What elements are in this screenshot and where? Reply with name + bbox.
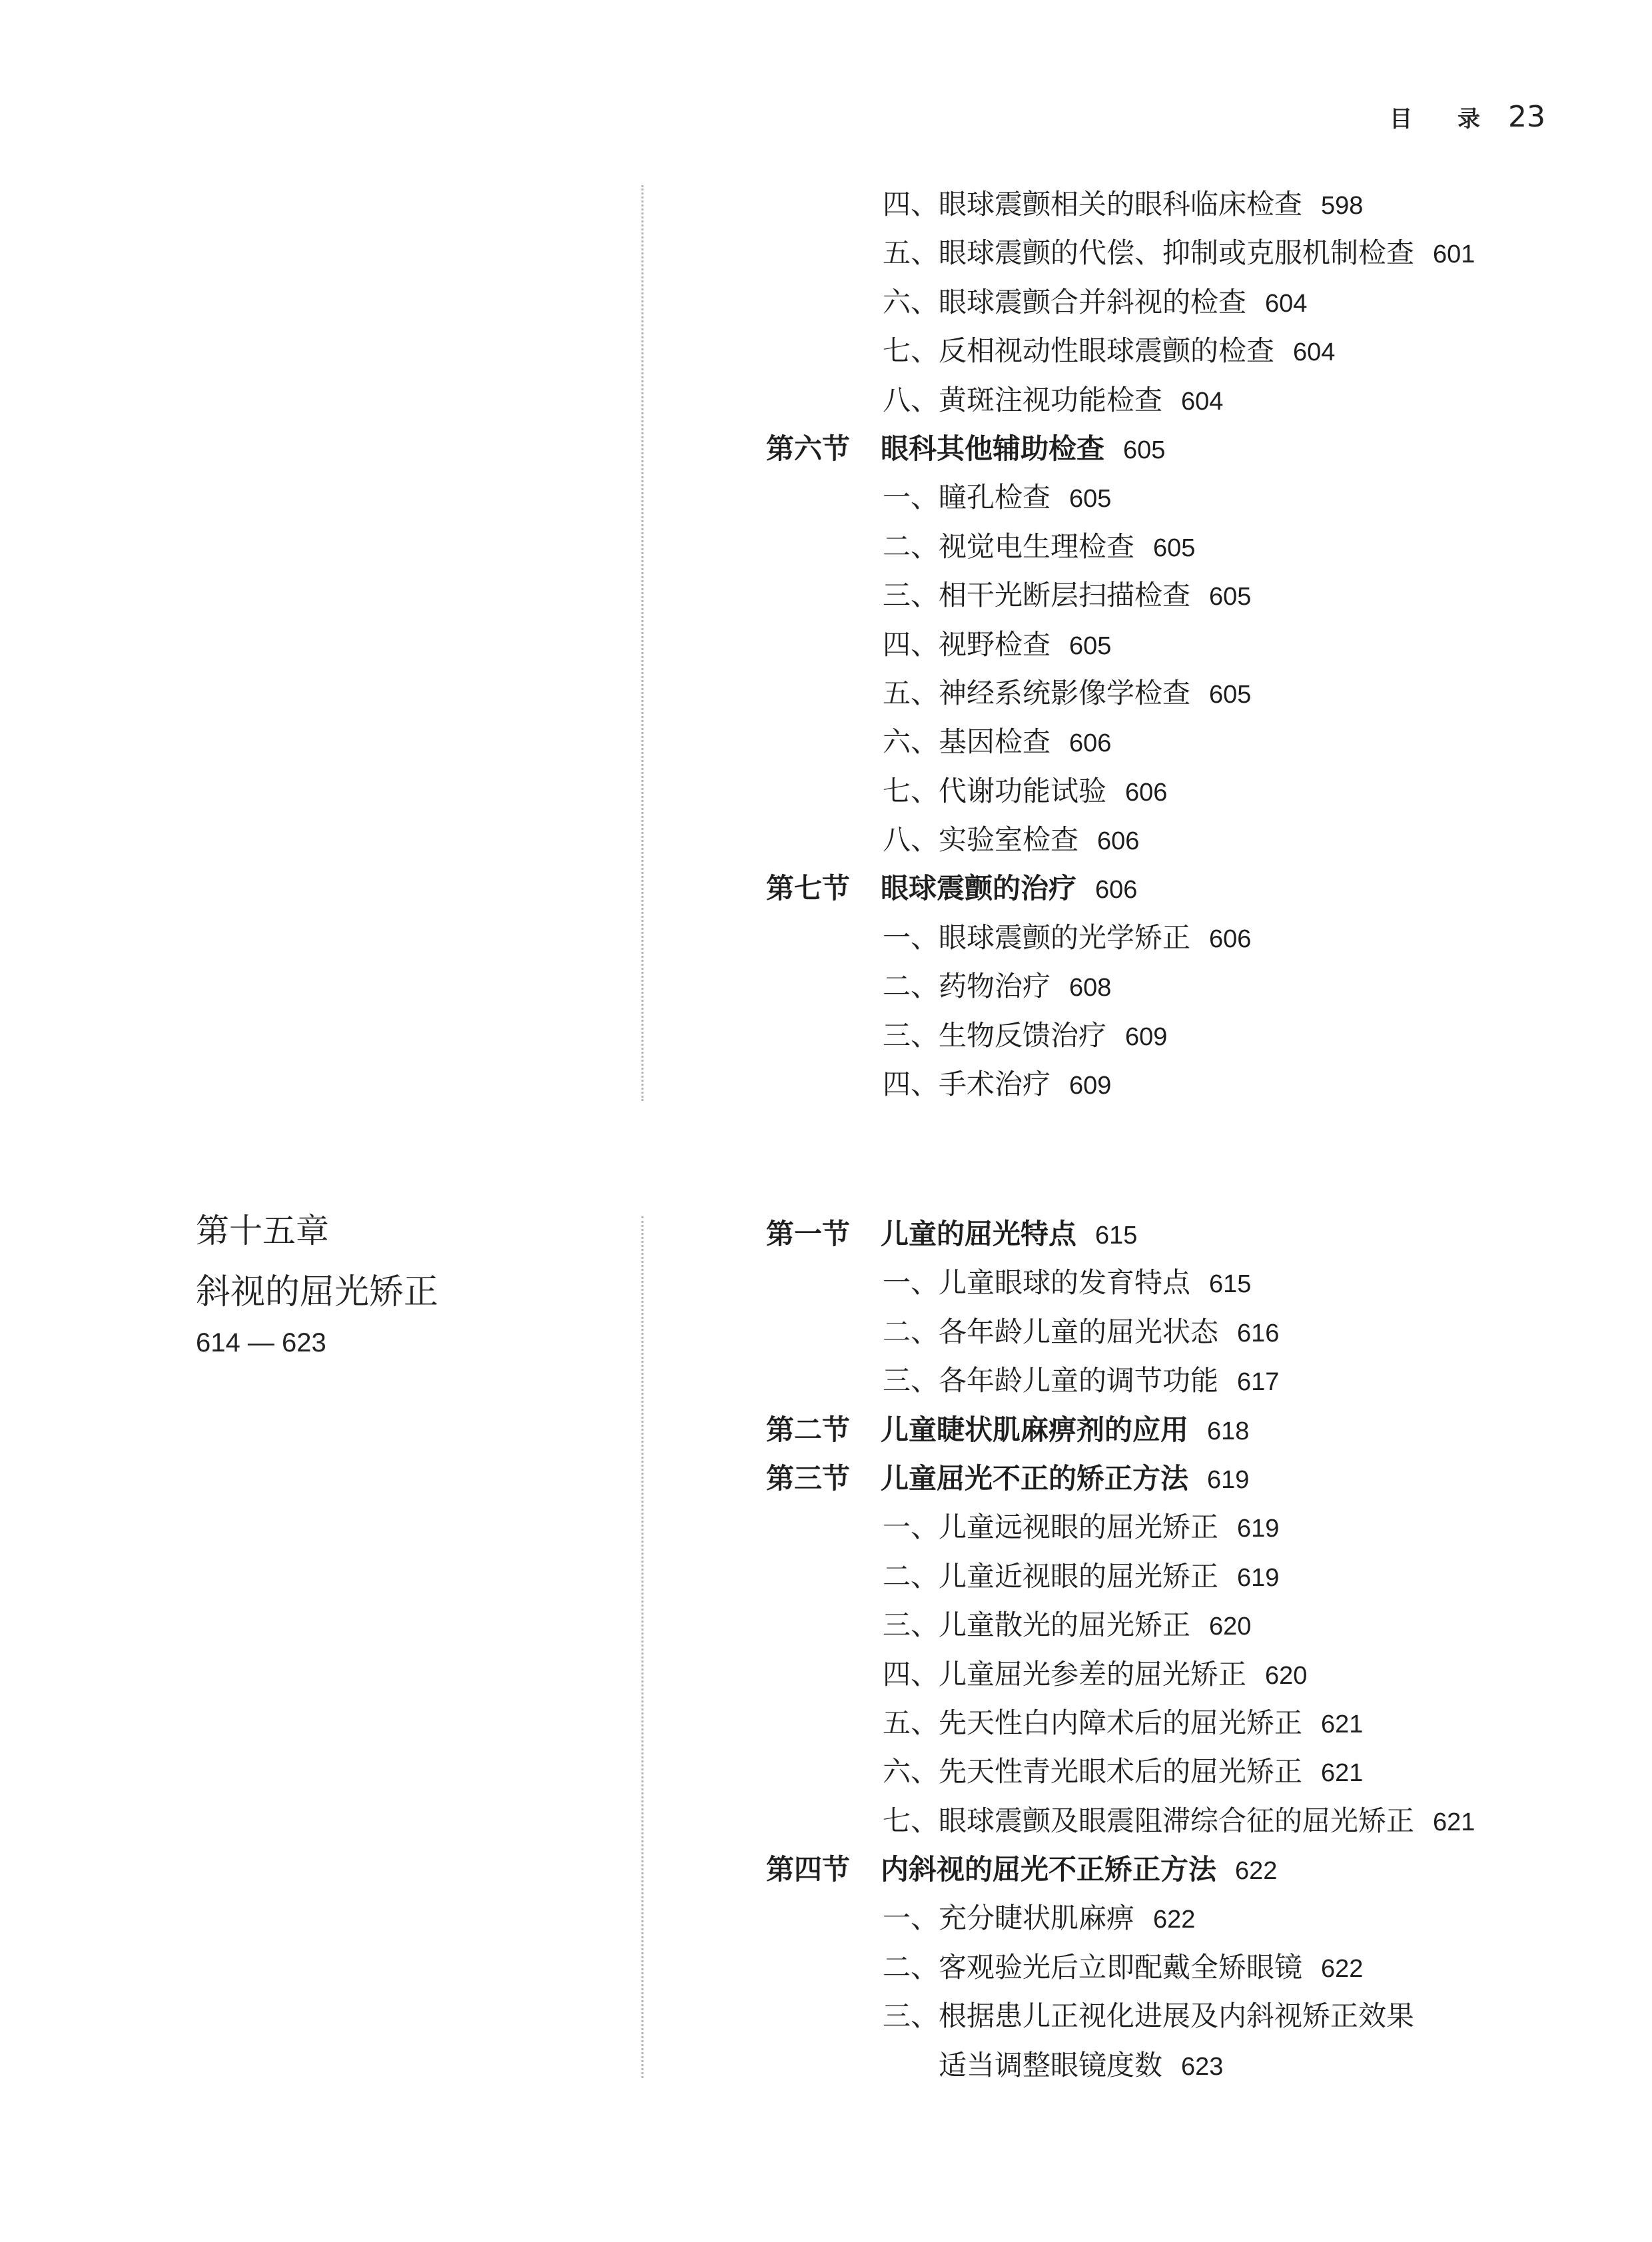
entry-title: 眼球震颤的治疗 — [881, 872, 1077, 905]
entry-page-number: 621 — [1321, 1759, 1364, 1788]
header-label: 目 录 — [1390, 106, 1499, 133]
toc-item-entry[interactable] — [0, 624, 1652, 673]
entry-page-number: 615 — [1095, 1222, 1138, 1250]
toc-item-entry[interactable] — [0, 1996, 1652, 2044]
entry-title: 四、眼球震颤相关的眼科临床检查 — [883, 188, 1303, 220]
toc-item-entry[interactable] — [0, 232, 1652, 281]
entry-page-number: 605 — [1209, 680, 1252, 709]
toc-section-entry[interactable] — [0, 868, 1652, 917]
toc-item-entry[interactable] — [0, 330, 1652, 379]
entry-title: 七、代谢功能试验 — [883, 774, 1107, 807]
entry-page-number: 621 — [1321, 1710, 1364, 1738]
entry-page-number: 622 — [1153, 1906, 1196, 1934]
entry-page-number: 604 — [1293, 338, 1336, 367]
toc-item-entry[interactable] — [0, 1898, 1652, 1946]
toc-item-entry[interactable] — [0, 1262, 1652, 1311]
section-number: 第七节 — [766, 872, 851, 905]
section-number: 第二节 — [766, 1413, 851, 1446]
toc-item-entry[interactable] — [0, 966, 1652, 1014]
entry-title: 一、儿童眼球的发育特点 — [883, 1266, 1191, 1300]
chapter-title: 斜视的屈光矫正 — [196, 1272, 439, 1312]
toc-item-entry[interactable] — [0, 1507, 1652, 1555]
entry-page-number: 605 — [1123, 436, 1166, 464]
toc-item-entry[interactable] — [0, 1605, 1652, 1653]
page-header — [1390, 100, 1545, 134]
entry-title: 三、根据患儿正视化进展及内斜视矫正效果 — [883, 2000, 1415, 2033]
entry-title: 六、先天性青光眼术后的屈光矫正 — [883, 1755, 1303, 1788]
entry-title: 三、各年龄儿童的调节功能 — [883, 1364, 1219, 1397]
entry-page-number: 622 — [1321, 1954, 1364, 1983]
entry-page-number: 605 — [1153, 534, 1196, 562]
toc-item-entry[interactable] — [0, 1702, 1652, 1751]
entry-title: 四、手术治疗 — [883, 1068, 1051, 1101]
entry-page-number: 619 — [1237, 1515, 1280, 1543]
entry-page-number: 620 — [1209, 1613, 1252, 1641]
entry-page-number: 622 — [1235, 1857, 1278, 1886]
entry-title: 一、眼球震颤的光学矫正 — [883, 921, 1191, 954]
entry-title: 八、黄斑注视功能检查 — [883, 383, 1163, 416]
toc-item-entry[interactable] — [0, 1064, 1652, 1112]
entry-title: 四、视野检查 — [883, 627, 1051, 661]
entry-title: 一、儿童远视眼的屈光矫正 — [883, 1511, 1219, 1544]
entry-title: 适当调整眼镜度数 — [939, 2048, 1163, 2081]
entry-page-number: 598 — [1321, 192, 1364, 220]
entry-page-number: 619 — [1207, 1465, 1250, 1494]
toc-item-entry[interactable] — [0, 575, 1652, 623]
entry-title: 七、反相视动性眼球震颤的检查 — [883, 334, 1275, 368]
entry-page-number: 604 — [1181, 387, 1224, 416]
toc-section-entry[interactable] — [0, 1849, 1652, 1898]
toc-item-entry[interactable] — [0, 1800, 1652, 1849]
section-number: 第一节 — [766, 1218, 851, 1250]
page-number: 23 — [1508, 100, 1545, 134]
entry-title: 二、各年龄儿童的屈光状态 — [883, 1315, 1219, 1348]
toc-item-entry[interactable] — [0, 184, 1652, 232]
entry-title: 五、神经系统影像学检查 — [883, 676, 1191, 709]
toc-item-entry[interactable] — [0, 477, 1652, 526]
entry-title: 儿童的屈光特点 — [881, 1218, 1077, 1250]
section-number: 第三节 — [766, 1461, 851, 1495]
entry-page-number: 620 — [1265, 1661, 1308, 1690]
toc-item-entry[interactable] — [0, 1654, 1652, 1702]
toc-item-entry[interactable] — [0, 380, 1652, 428]
chapter-number: 第十五章 — [196, 1212, 329, 1250]
toc-item-entry[interactable] — [0, 1015, 1652, 1064]
entry-page-number: 606 — [1125, 778, 1168, 807]
entry-page-number: 606 — [1097, 827, 1140, 856]
toc-section-entry[interactable] — [0, 1458, 1652, 1507]
toc-item-entry[interactable] — [0, 819, 1652, 868]
entry-page-number: 605 — [1209, 583, 1252, 611]
entry-page-number: 604 — [1265, 289, 1308, 318]
toc-item-entry[interactable] — [0, 771, 1652, 819]
entry-title: 五、先天性白内障术后的屈光矫正 — [883, 1706, 1303, 1739]
entry-page-number: 605 — [1069, 631, 1112, 660]
entry-title: 眼科其他辅助检查 — [881, 432, 1105, 465]
entry-title: 儿童睫状肌麻痹剂的应用 — [881, 1413, 1189, 1446]
entry-title: 五、眼球震颤的代偿、抑制或克服机制检查 — [883, 236, 1415, 270]
entry-page-number: 609 — [1069, 1072, 1112, 1100]
entry-title: 三、儿童散光的屈光矫正 — [883, 1609, 1191, 1642]
entry-title: 一、充分睫状肌麻痹 — [883, 1902, 1135, 1935]
entry-title: 二、药物治疗 — [883, 970, 1051, 1003]
entry-page-number: 615 — [1209, 1270, 1252, 1299]
entry-page-number: 608 — [1069, 974, 1112, 1002]
entry-page-number: 623 — [1181, 2052, 1224, 2081]
entry-title: 六、基因检查 — [883, 725, 1051, 759]
entry-page-number: 606 — [1209, 925, 1252, 953]
entry-page-number: 619 — [1237, 1563, 1280, 1592]
entry-page-number: 605 — [1069, 485, 1112, 514]
entry-page-number: 606 — [1095, 876, 1138, 905]
toc-section-entry[interactable] — [0, 1409, 1652, 1458]
section-number: 第六节 — [766, 432, 851, 465]
entry-page-number: 618 — [1207, 1417, 1250, 1445]
chapter-page-range: 614 — 623 — [196, 1328, 326, 1357]
toc-item-entry[interactable] — [0, 673, 1652, 721]
entry-page-number: 609 — [1125, 1022, 1168, 1051]
entry-title: 三、生物反馈治疗 — [883, 1018, 1107, 1052]
entry-title: 七、眼球震颤及眼震阻滞综合征的屈光矫正 — [883, 1804, 1415, 1837]
toc-item-entry[interactable] — [0, 2045, 1652, 2093]
entry-title: 二、视觉电生理检查 — [883, 530, 1135, 563]
entry-title: 儿童屈光不正的矫正方法 — [881, 1461, 1189, 1495]
toc-item-entry[interactable] — [0, 526, 1652, 575]
entry-title: 六、眼球震颤合并斜视的检查 — [883, 285, 1247, 318]
entry-title: 二、儿童近视眼的屈光矫正 — [883, 1559, 1219, 1593]
entry-page-number: 617 — [1237, 1368, 1280, 1397]
toc-section-entry[interactable] — [0, 428, 1652, 477]
toc-item-entry[interactable] — [0, 1556, 1652, 1605]
entry-title: 二、客观验光后立即配戴全矫眼镜 — [883, 1950, 1303, 1984]
toc-item-entry[interactable] — [0, 1947, 1652, 1996]
toc-block-continued — [0, 184, 1652, 1112]
toc-item-entry[interactable] — [0, 1360, 1652, 1409]
section-number: 第四节 — [766, 1853, 851, 1886]
toc-block-chapter-15 — [0, 1214, 1652, 2093]
entry-page-number: 621 — [1433, 1808, 1475, 1836]
entry-page-number: 606 — [1069, 729, 1112, 758]
entry-title: 内斜视的屈光不正矫正方法 — [881, 1853, 1217, 1886]
entry-page-number: 601 — [1433, 240, 1475, 269]
toc-section-entry[interactable] — [0, 1214, 1652, 1262]
entry-title: 四、儿童屈光参差的屈光矫正 — [883, 1657, 1247, 1690]
toc-item-entry[interactable] — [0, 1311, 1652, 1360]
entry-page-number: 616 — [1237, 1319, 1280, 1347]
toc-item-entry[interactable] — [0, 1751, 1652, 1800]
toc-item-entry[interactable] — [0, 917, 1652, 966]
entry-title: 三、相干光断层扫描检查 — [883, 579, 1191, 612]
entry-title: 一、瞳孔检查 — [883, 481, 1051, 514]
entry-title: 八、实验室检查 — [883, 823, 1079, 857]
toc-item-entry[interactable] — [0, 721, 1652, 770]
toc-item-entry[interactable] — [0, 282, 1652, 330]
